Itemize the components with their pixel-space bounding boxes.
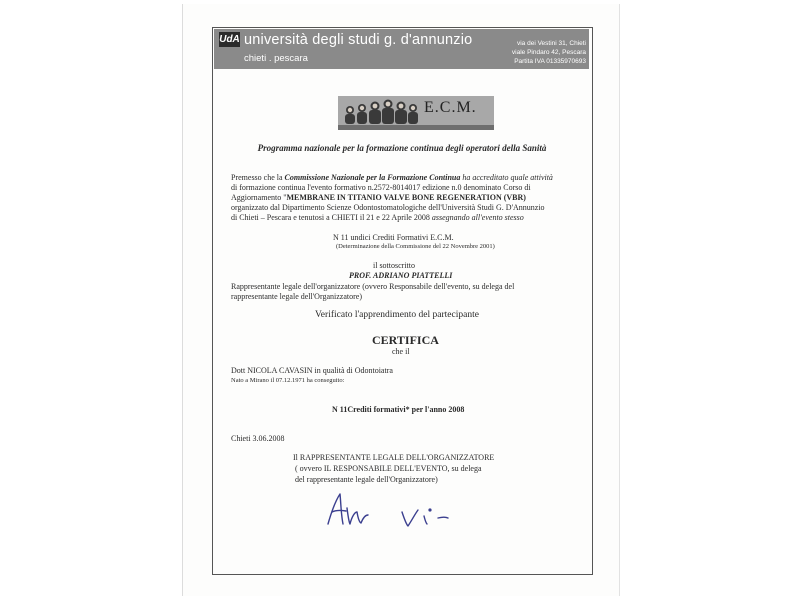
program-title: Programma nazionale per la formazione continua degli operatori della Sanità bbox=[257, 143, 547, 153]
university-logo: UdA bbox=[219, 34, 240, 45]
role-line-1: Rappresentante legale dell'organizzatore (ovvero Responsabile dell'evento, su delega del bbox=[231, 282, 515, 291]
premessa-line-4: organizzato dal Dipartimento Scienze Odontostomatologiche dell'Università Studi G. D'Annunzio bbox=[231, 203, 545, 212]
participant-line: Dott NICOLA CAVASIN in qualità di Odontoiatra bbox=[231, 366, 393, 375]
address-line: via dei Vestini 31, Chieti bbox=[516, 40, 586, 47]
certifica-sub: che il bbox=[392, 347, 410, 356]
ecm-label: E.C.M. bbox=[424, 99, 477, 116]
signatory-line-2: ( ovvero IL RESPONSABILE DELL'EVENTO, su delega bbox=[295, 464, 482, 473]
role-line-2: rappresentante legale dell'Organizzatore) bbox=[231, 292, 362, 301]
premessa-line-1: Premesso che la Commissione Nazionale per la Formazione Continua ha accreditato quale attività bbox=[231, 173, 553, 182]
premessa-line-2: di formazione continua l'evento formativo n.2572-8014017 edizione n.0 denominato Corso di bbox=[231, 183, 531, 192]
premessa-line-3: Aggiornamento "MEMBRANE IN TITANIO VALVE BONE REGENERATION (VBR) bbox=[231, 193, 526, 202]
letterhead bbox=[214, 29, 589, 69]
address-line: viale Pindaro 42, Pescara bbox=[511, 49, 586, 56]
place-date: Chieti 3.06.2008 bbox=[231, 434, 285, 443]
participant-birth: Nato a Mirano il 07.12.1971 ha conseguito: bbox=[231, 377, 345, 384]
credits-line: N 11 undici Crediti Formativi E.C.M. bbox=[333, 233, 454, 242]
verified-line: Verificato l'apprendimento del partecipante bbox=[315, 310, 479, 320]
signatory-line-3: del rappresentante legale dell'Organizzatore) bbox=[295, 475, 438, 484]
credits-result: N 11Crediti formativi* per l'anno 2008 bbox=[332, 405, 465, 414]
certifica-heading: CERTIFICA bbox=[372, 333, 439, 347]
handwritten-signature bbox=[320, 488, 470, 533]
vat-number: Partita IVA 01335970693 bbox=[514, 58, 586, 65]
ecm-banner bbox=[338, 96, 494, 130]
people-photo-icon bbox=[342, 98, 428, 126]
premessa-line-5: di Chieti – Pescara e tenutosi a CHIETI il 21 e 22 Aprile 2008 assegnando all'evento stesso bbox=[231, 213, 524, 222]
university-city: chieti . pescara bbox=[244, 53, 308, 64]
determination-note: (Determinazione della Commissione del 22 Novembre 2001) bbox=[336, 243, 495, 250]
undersigned-intro: il sottoscritto bbox=[373, 261, 415, 270]
undersigned-name: PROF. ADRIANO PIATTELLI bbox=[349, 271, 453, 280]
signatory-line-1: Il RAPPRESENTANTE LEGALE DELL'ORGANIZZATORE bbox=[293, 453, 495, 462]
university-name: università degli studi g. d'annunzio bbox=[244, 32, 473, 48]
